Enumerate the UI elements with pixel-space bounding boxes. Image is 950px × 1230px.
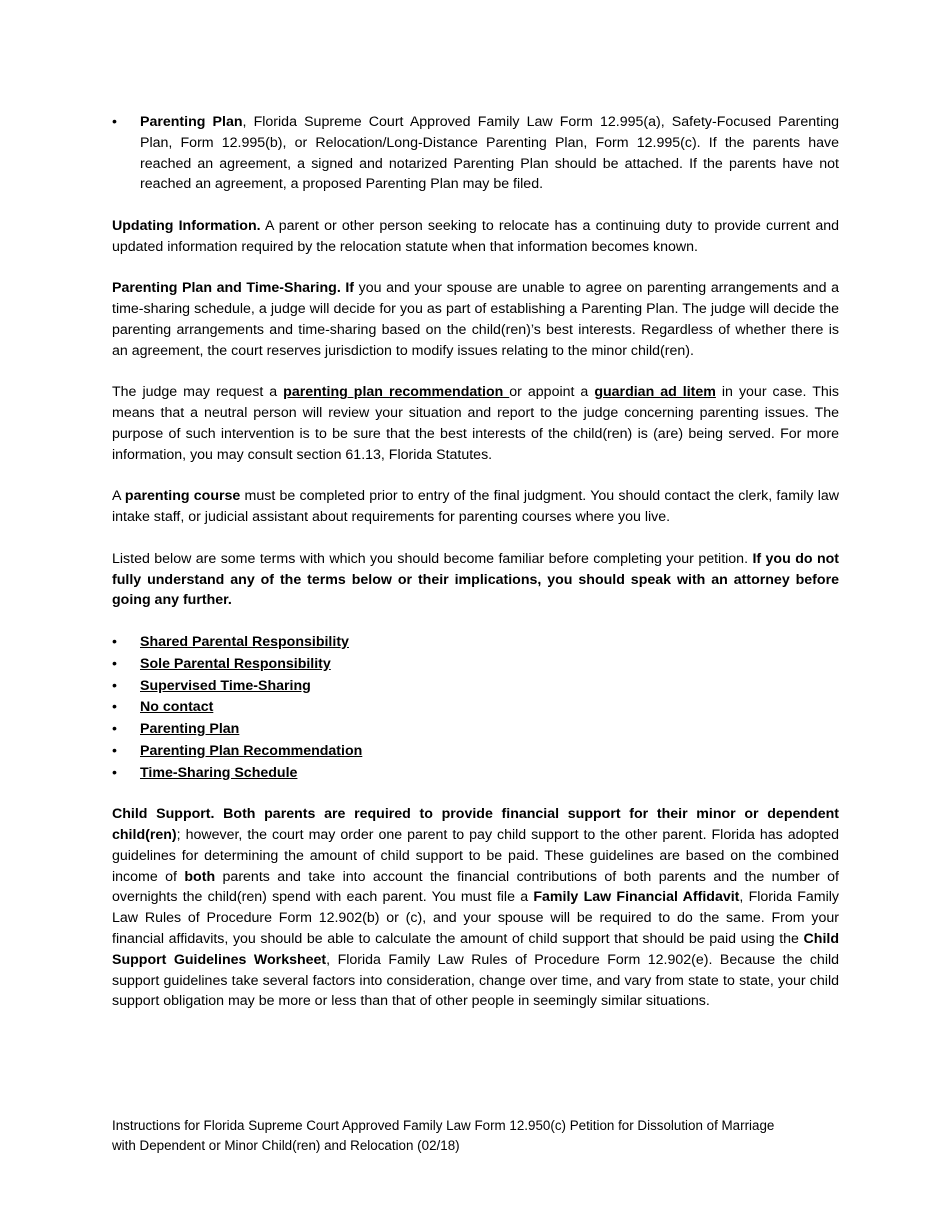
course-text-1: A bbox=[112, 488, 125, 505]
terms-intro-warning: If you do not fully understand any of the terms below or their implications, you should speak with an attorney before going any further. bbox=[112, 550, 840, 609]
page-footer bbox=[112, 1116, 839, 1156]
bullet-icon: • bbox=[112, 633, 117, 650]
list-item bbox=[112, 112, 839, 195]
terms-list bbox=[112, 632, 839, 784]
judge-request-paragraph bbox=[112, 382, 839, 465]
list-item bbox=[112, 676, 839, 697]
parenting-course-paragraph bbox=[112, 486, 839, 528]
financial-affidavit-term: Family Law Financial Affidavit bbox=[533, 889, 740, 906]
judge-request-text-3: in your case. This means that a neutral person will review your situation and report to the judge concerning parenting issues. The purpose of such intervention is to be sure that the best interests of the child(ren) is (are) being served. For more information, you may consult section 61.13, Florida Statutes. bbox=[112, 384, 839, 463]
terms-intro-text: Listed below are some terms with which you should become familiar before completing your petition. bbox=[112, 550, 753, 567]
child-support-both: both bbox=[184, 868, 216, 885]
guidelines-worksheet-term: Child Support Guidelines Worksheet bbox=[112, 931, 839, 968]
list-item bbox=[112, 719, 839, 740]
bullet-icon: • bbox=[112, 655, 117, 672]
bullet-icon: • bbox=[112, 699, 117, 716]
term-link-shared-parental-responsibility[interactable]: Shared Parental Responsibility bbox=[140, 633, 349, 650]
intro-bullet-list bbox=[112, 112, 839, 195]
child-support-text-2: parents and take into account the financial contributions of both parents and the number of overnights the child(ren) spend with each parent. You must file a bbox=[112, 868, 839, 906]
term-link-no-contact[interactable]: No contact bbox=[140, 699, 214, 716]
parenting-plan-term: Parenting Plan bbox=[140, 114, 243, 130]
bullet-icon: • bbox=[112, 742, 117, 759]
child-support-heading: Child Support. Both parents are required to provide financial support for their minor or dependent child(ren) bbox=[112, 806, 839, 844]
term-link-parenting-plan-recommendation[interactable]: Parenting Plan Recommendation bbox=[140, 742, 363, 759]
parenting-plan-recommendation-link[interactable]: parenting plan recommendation bbox=[283, 384, 510, 401]
terms-intro-paragraph bbox=[112, 549, 839, 611]
parenting-plan-description: , Florida Supreme Court Approved Family Law Form 12.995(a), Safety-Focused Parenting Plan, Form 12.995(b), or Relocation/Long-Distance Parenting Plan, Form 12.995(c). If the parents have reached an agreement, a signed and notarized Parenting Plan should be attached. If the parents have not reached an agreement, a proposed Parenting Plan may be filed. bbox=[140, 114, 839, 193]
footer-line-1: Instructions for Florida Supreme Court Approved Family Law Form 12.950(c) Petition for Dissolution of Marriage bbox=[112, 1118, 775, 1133]
list-item bbox=[112, 632, 839, 653]
child-support-text-3: , Florida Family Law Rules of Procedure Form 12.902(b) or (c), and your spouse will be required to do the same. From your financial affidavits, you should be able to calculate the amount of child support that should be paid using the bbox=[112, 889, 839, 948]
course-text-2: must be completed prior to entry of the final judgment. You should contact the clerk, family law intake staff, or judicial assistant about requirements for parenting courses where you live. bbox=[112, 488, 840, 526]
judge-request-text-2: or appoint a bbox=[509, 384, 595, 401]
updating-information-paragraph bbox=[112, 216, 839, 258]
term-link-sole-parental-responsibility[interactable]: Sole Parental Responsibility bbox=[140, 655, 331, 672]
parenting-plan-timesharing-heading: Parenting Plan and Time-Sharing. If bbox=[112, 280, 355, 297]
bullet-icon: • bbox=[112, 677, 117, 694]
parenting-course-term: parenting course bbox=[124, 488, 241, 505]
child-support-text-4: , Florida Family Law Rules of Procedure Form 12.902(e). Because the child support guidelines take several factors into consideration, change over time, and vary from state to state, your child support obligation may be more or less than that of other people in seemingly similar situations. bbox=[112, 951, 840, 1010]
list-item bbox=[112, 763, 839, 784]
guardian-ad-litem-link[interactable]: guardian ad litem bbox=[594, 384, 716, 401]
parenting-plan-timesharing-text: you and your spouse are unable to agree on parenting arrangements and a time-sharing schedule, a judge will decide for you as part of establishing a Parenting Plan. The judge will decide the parenting arrangements and time-sharing based on the child(ren)’s best interests. Regardless of whether there is an agreement, the court reserves jurisdiction to modify issues relating to the minor child(ren). bbox=[112, 280, 840, 359]
updating-information-heading: Updating Information. bbox=[112, 217, 261, 234]
parenting-plan-timesharing-paragraph bbox=[112, 278, 839, 361]
term-link-time-sharing-schedule[interactable]: Time-Sharing Schedule bbox=[140, 764, 298, 781]
judge-request-text-1: The judge may request a bbox=[112, 384, 284, 401]
updating-information-text: A parent or other person seeking to relocate has a continuing duty to provide current and updated information required by the relocation statute when that information becomes known. bbox=[112, 217, 839, 255]
child-support-text-1: ; however, the court may order one parent to pay child support to the other parent. Florida has adopted guidelines for determining the amount of child support to be paid. These guidelines are based on the combined income of bbox=[112, 827, 839, 885]
child-support-paragraph bbox=[112, 804, 839, 1012]
document-page bbox=[112, 112, 839, 1033]
list-item bbox=[112, 654, 839, 675]
bullet-icon: • bbox=[112, 721, 117, 738]
list-item bbox=[112, 741, 839, 762]
term-link-supervised-time-sharing[interactable]: Supervised Time-Sharing bbox=[140, 677, 311, 694]
footer-line-2: with Dependent or Minor Child(ren) and Relocation (02/18) bbox=[112, 1138, 460, 1153]
term-link-parenting-plan[interactable]: Parenting Plan bbox=[140, 721, 240, 738]
list-item bbox=[112, 697, 839, 718]
bullet-icon: • bbox=[112, 114, 117, 130]
bullet-icon: • bbox=[112, 764, 117, 781]
